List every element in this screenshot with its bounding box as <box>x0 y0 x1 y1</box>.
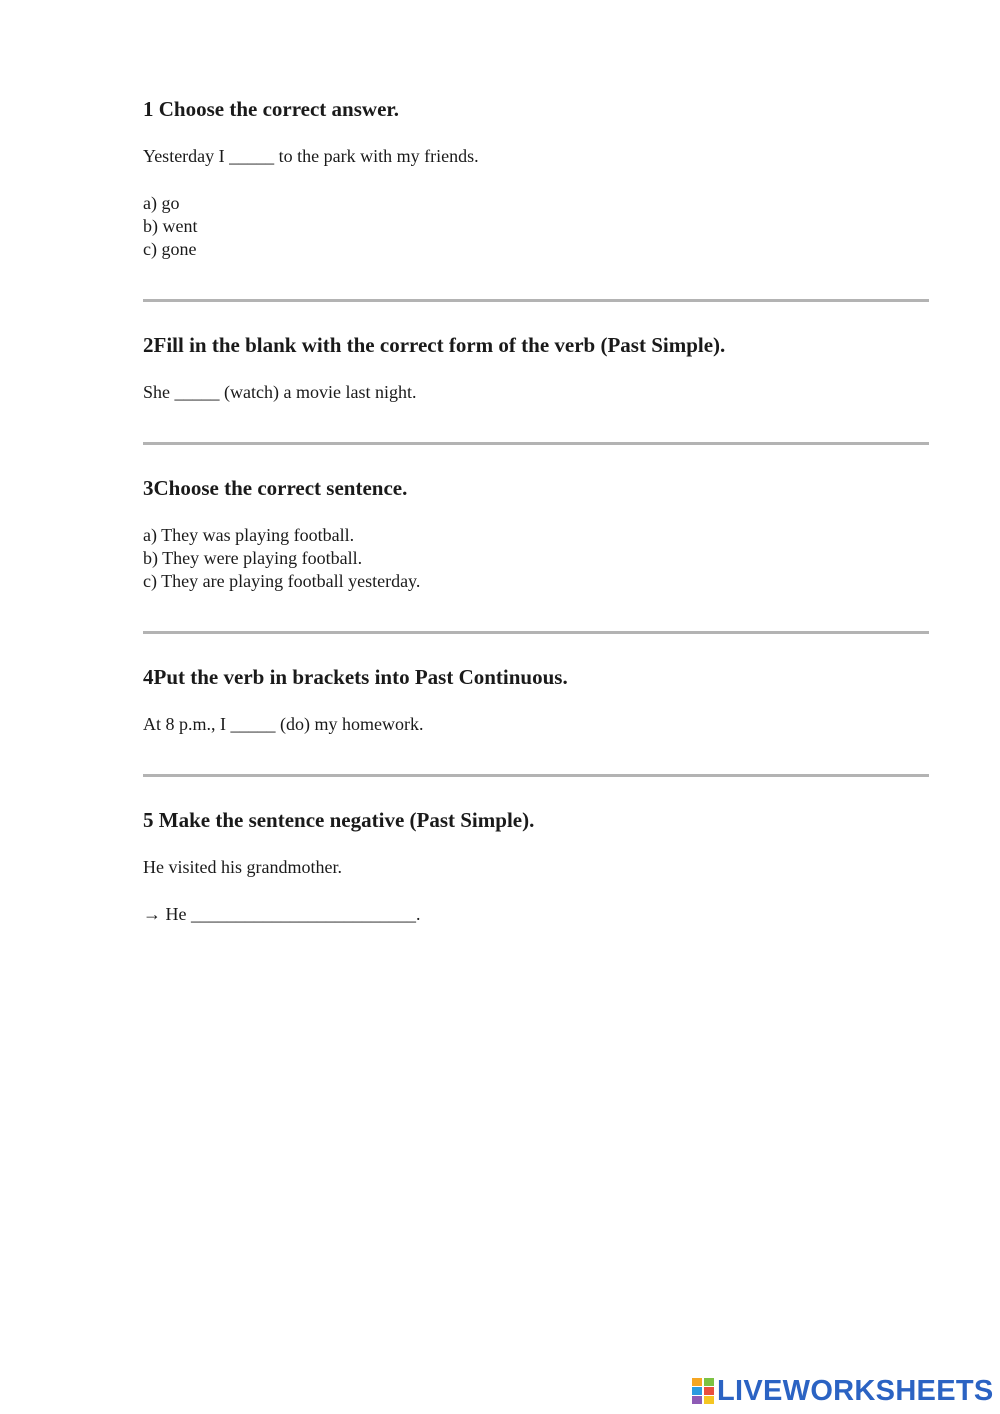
question-4-prompt: At 8 p.m., I _____ (do) my homework. <box>143 714 424 734</box>
question-3-option-b[interactable]: b) They were playing football. <box>143 548 363 568</box>
question-1-prompt: Yesterday I _____ to the park with my friends. <box>143 146 479 166</box>
question-1-option-c[interactable]: c) gone <box>143 239 197 259</box>
question-3-heading: 3Choose the correct sentence. <box>143 476 408 500</box>
question-3-option-c[interactable]: c) They are playing football yesterday. <box>143 571 421 591</box>
liveworksheets-logo <box>692 1376 994 1406</box>
divider <box>143 442 929 445</box>
liveworksheets-logo-icon <box>692 1378 714 1404</box>
question-5-prompt: He visited his grandmother. <box>143 857 342 877</box>
question-2-heading: 2Fill in the blank with the correct form of the verb (Past Simple). <box>143 333 726 357</box>
question-5-answer-line[interactable]: → He _________________________. <box>143 904 421 924</box>
divider <box>143 299 929 302</box>
question-4-heading: 4Put the verb in brackets into Past Continuous. <box>143 665 568 689</box>
question-1-heading: 1 Choose the correct answer. <box>143 97 400 121</box>
question-5-heading: 5 Make the sentence negative (Past Simple). <box>143 808 535 832</box>
question-2-prompt: She _____ (watch) a movie last night. <box>143 382 417 402</box>
divider <box>143 774 929 777</box>
question-3-option-a[interactable]: a) They was playing football. <box>143 525 355 545</box>
question-1-option-a[interactable]: a) go <box>143 193 180 213</box>
divider <box>143 631 929 634</box>
liveworksheets-logo-text: LIVEWORKSHEETS <box>717 1375 994 1407</box>
question-1-option-b[interactable]: b) went <box>143 216 198 236</box>
